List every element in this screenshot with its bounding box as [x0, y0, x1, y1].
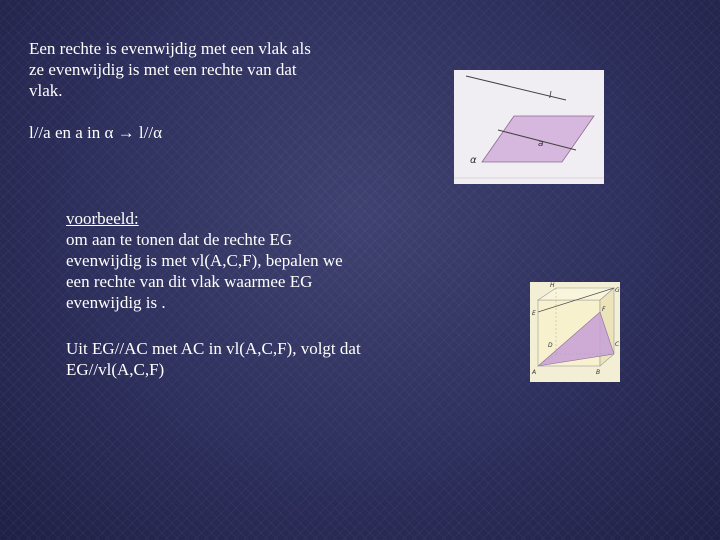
parallel-line-plane-figure [454, 70, 604, 184]
example-line: om aan te tonen dat de rechte EG [66, 230, 293, 249]
example-line: evenwijdig is . [66, 293, 166, 312]
label-alpha: α [470, 155, 477, 166]
intro-line: ze evenwijdig is met een rechte van dat [29, 60, 297, 79]
label-a: a [538, 139, 544, 149]
label-l: l [549, 91, 552, 101]
example-line: evenwijdig is met vl(A,C,F), bepalen we [66, 251, 343, 270]
label-b: B [596, 369, 601, 376]
label-d: D [548, 342, 553, 349]
conclusion-line: Uit EG//AC met AC in vl(A,C,F), volgt dat [66, 339, 361, 358]
label-c: C [615, 341, 620, 348]
example-line: een rechte van dit vlak waarmee EG [66, 272, 313, 291]
example-heading: voorbeeld: [66, 209, 139, 228]
example-text [66, 208, 406, 313]
intro-line: Een rechte is evenwijdig met een vlak als [29, 39, 311, 58]
intro-line: vlak. [29, 81, 63, 100]
cube-figure [530, 282, 620, 382]
conclusion-line: EG//vl(A,C,F) [66, 360, 165, 379]
label-h: H [550, 282, 555, 289]
label-f: F [602, 306, 606, 313]
label-e: E [532, 310, 536, 317]
conclusion-text [66, 338, 426, 380]
intro-text [29, 38, 389, 101]
label-g: G [615, 287, 620, 294]
label-a: A [532, 369, 537, 376]
formula-text: l//a en a in α → l//α [29, 123, 163, 142]
